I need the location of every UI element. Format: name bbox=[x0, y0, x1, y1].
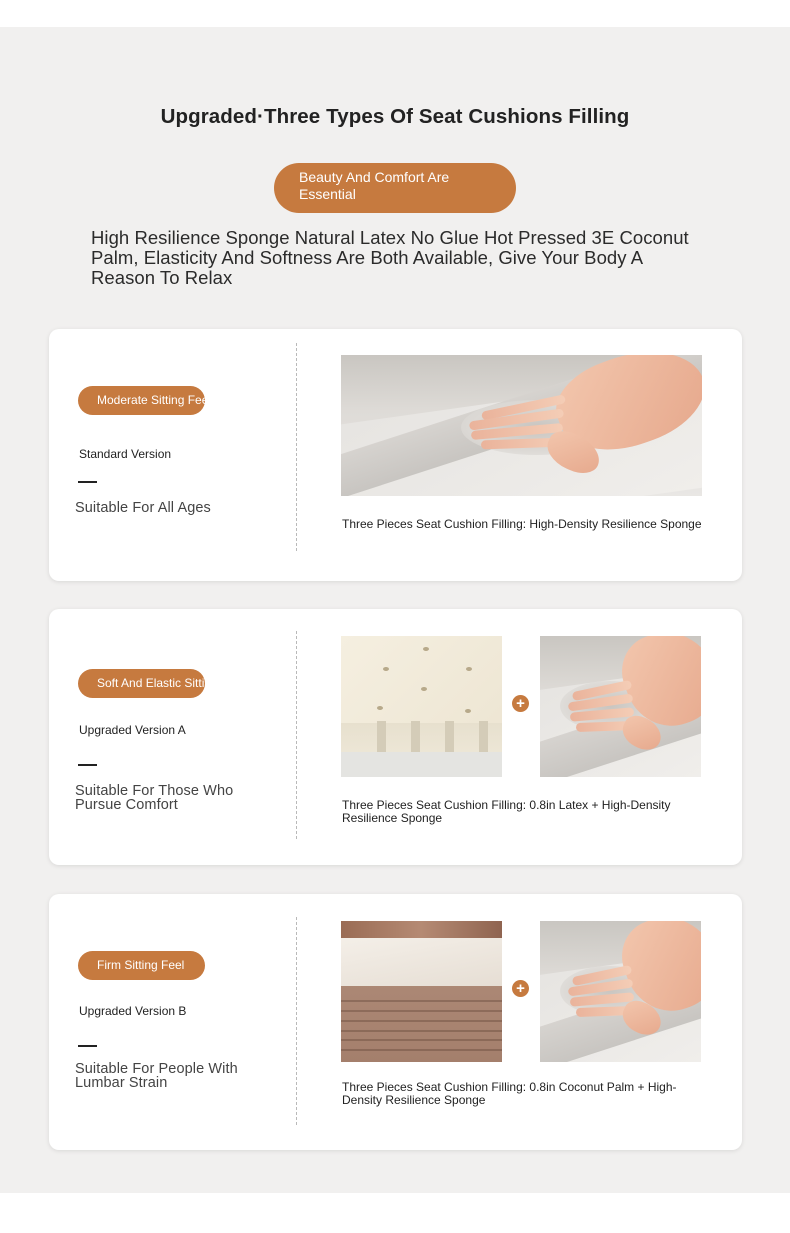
suitable-text: Suitable For Those Who Pursue Comfort bbox=[75, 783, 234, 813]
version-label: Standard Version bbox=[79, 447, 172, 461]
feel-badge: Soft And Elastic Sitting Feel bbox=[78, 669, 205, 698]
filling-caption: Three Pieces Seat Cushion Filling: High-Density Resilience Sponge bbox=[342, 517, 702, 531]
filling-card-standard bbox=[49, 329, 742, 581]
page-title: Upgraded·Three Types Of Seat Cushions Filling bbox=[160, 105, 630, 128]
dash-divider bbox=[78, 1045, 97, 1047]
headline-badge: Beauty And Comfort Are Essential bbox=[274, 163, 516, 213]
filling-card-version-b bbox=[49, 894, 742, 1150]
feel-badge: Moderate Sitting Feel bbox=[78, 386, 205, 415]
filling-caption: Three Pieces Seat Cushion Filling: 0.8in Latex + High-Density Resilience Sponge bbox=[342, 798, 671, 825]
dashed-divider bbox=[296, 631, 297, 839]
filling-caption: Three Pieces Seat Cushion Filling: 0.8in Coconut Palm + High-Density Resilience Sponge bbox=[342, 1080, 677, 1107]
version-label: Upgraded Version A bbox=[79, 723, 186, 737]
high-density-sponge-photo bbox=[540, 921, 701, 1062]
dash-divider bbox=[78, 481, 97, 483]
latex-photo bbox=[341, 636, 502, 777]
feel-badge: Firm Sitting Feel bbox=[78, 951, 205, 980]
high-density-sponge-photo bbox=[341, 355, 702, 496]
filling-card-version-a bbox=[49, 609, 742, 865]
coconut-palm-photo bbox=[341, 921, 502, 1062]
suitable-text: Suitable For People With Lumbar Strain bbox=[75, 1061, 238, 1091]
dashed-divider bbox=[296, 917, 297, 1125]
plus-icon: + bbox=[512, 980, 529, 997]
version-label: Upgraded Version B bbox=[79, 1004, 187, 1018]
dashed-divider bbox=[296, 343, 297, 551]
dash-divider bbox=[78, 764, 97, 766]
plus-icon: + bbox=[512, 695, 529, 712]
high-density-sponge-photo bbox=[540, 636, 701, 777]
suitable-text: Suitable For All Ages bbox=[75, 500, 211, 516]
intro-text: High Resilience Sponge Natural Latex No Glue Hot Pressed 3E Coconut Palm, Elasticity And Softness Are Both Available, Give Your Body A Reason To Relax bbox=[91, 227, 689, 288]
